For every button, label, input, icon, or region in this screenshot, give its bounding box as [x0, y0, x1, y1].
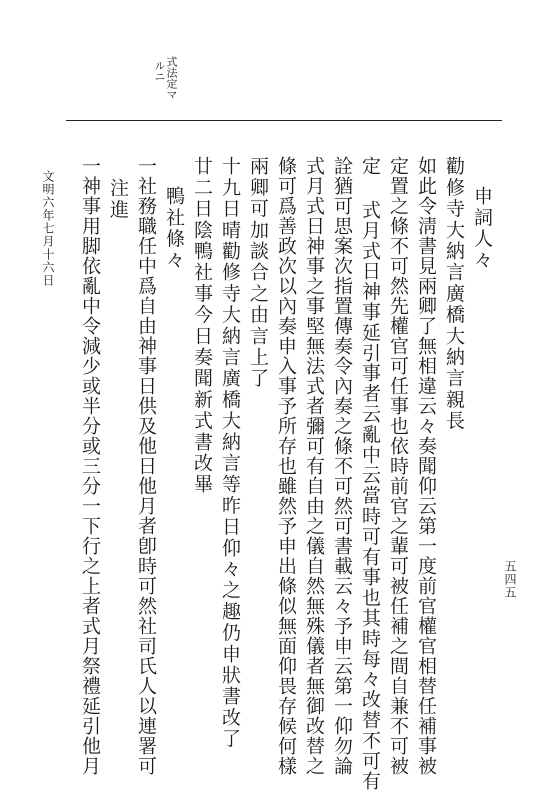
text-column-15: 一神事用脚依亂中令減少或半分或三分一下行之上者式月祭禮延引他月	[79, 156, 101, 776]
header-rule	[66, 120, 502, 121]
text-column-1: 申詞人々	[471, 186, 493, 271]
text-column-10: 十九日晴勸修寺大納言廣橋大納言等昨日仰々之趣仍申狀書改了	[219, 156, 241, 750]
text-column-8: 條可爲善政次以內奏申入事予所存也雖然予申出條似無面仰畏存候何樣	[275, 156, 297, 776]
text-column-7: 式月式日神事之事堅無法式者彌可有自由之儀自然無殊儀者無御改替之	[303, 156, 325, 776]
page-number: 五四五	[503, 560, 517, 599]
date-footer: 文明六年七月十六日	[41, 170, 55, 287]
text-column-6: 詮猶可思案次指置傳奏令內奏之條不可然可書載云々予申云第一仰勿論	[331, 156, 353, 776]
margin-note-line1: 式法定マ	[165, 56, 178, 100]
text-column-9: 兩卿可加談合之由言上了	[247, 156, 269, 390]
text-column-5: 定 式月式日神事延引事者云亂中云當時可有事也其時每々改替不可有	[359, 156, 381, 792]
text-column-11: 廿二日陰鴨社事今日奏聞新式書改畢	[191, 156, 213, 496]
text-column-12: 鴨社條々	[163, 186, 185, 271]
text-column-13: 一社務職任中爲自由神事日供及他日他月者卽時可然社司氏人以連署可	[135, 156, 157, 776]
text-column-14: 注進	[107, 178, 129, 221]
margin-note-line2: ルニ	[153, 60, 166, 82]
text-column-3: 如此令淸書見兩卿了無相違云々奏聞仰云第一度前官權官相替任補事被	[415, 156, 437, 776]
text-column-2: 勸修寺大納言廣橋大納言親長	[443, 156, 465, 432]
text-column-4: 定置之條不可然先權官可任事也依時前官之輩可被任補之間自兼不可被	[387, 156, 409, 776]
